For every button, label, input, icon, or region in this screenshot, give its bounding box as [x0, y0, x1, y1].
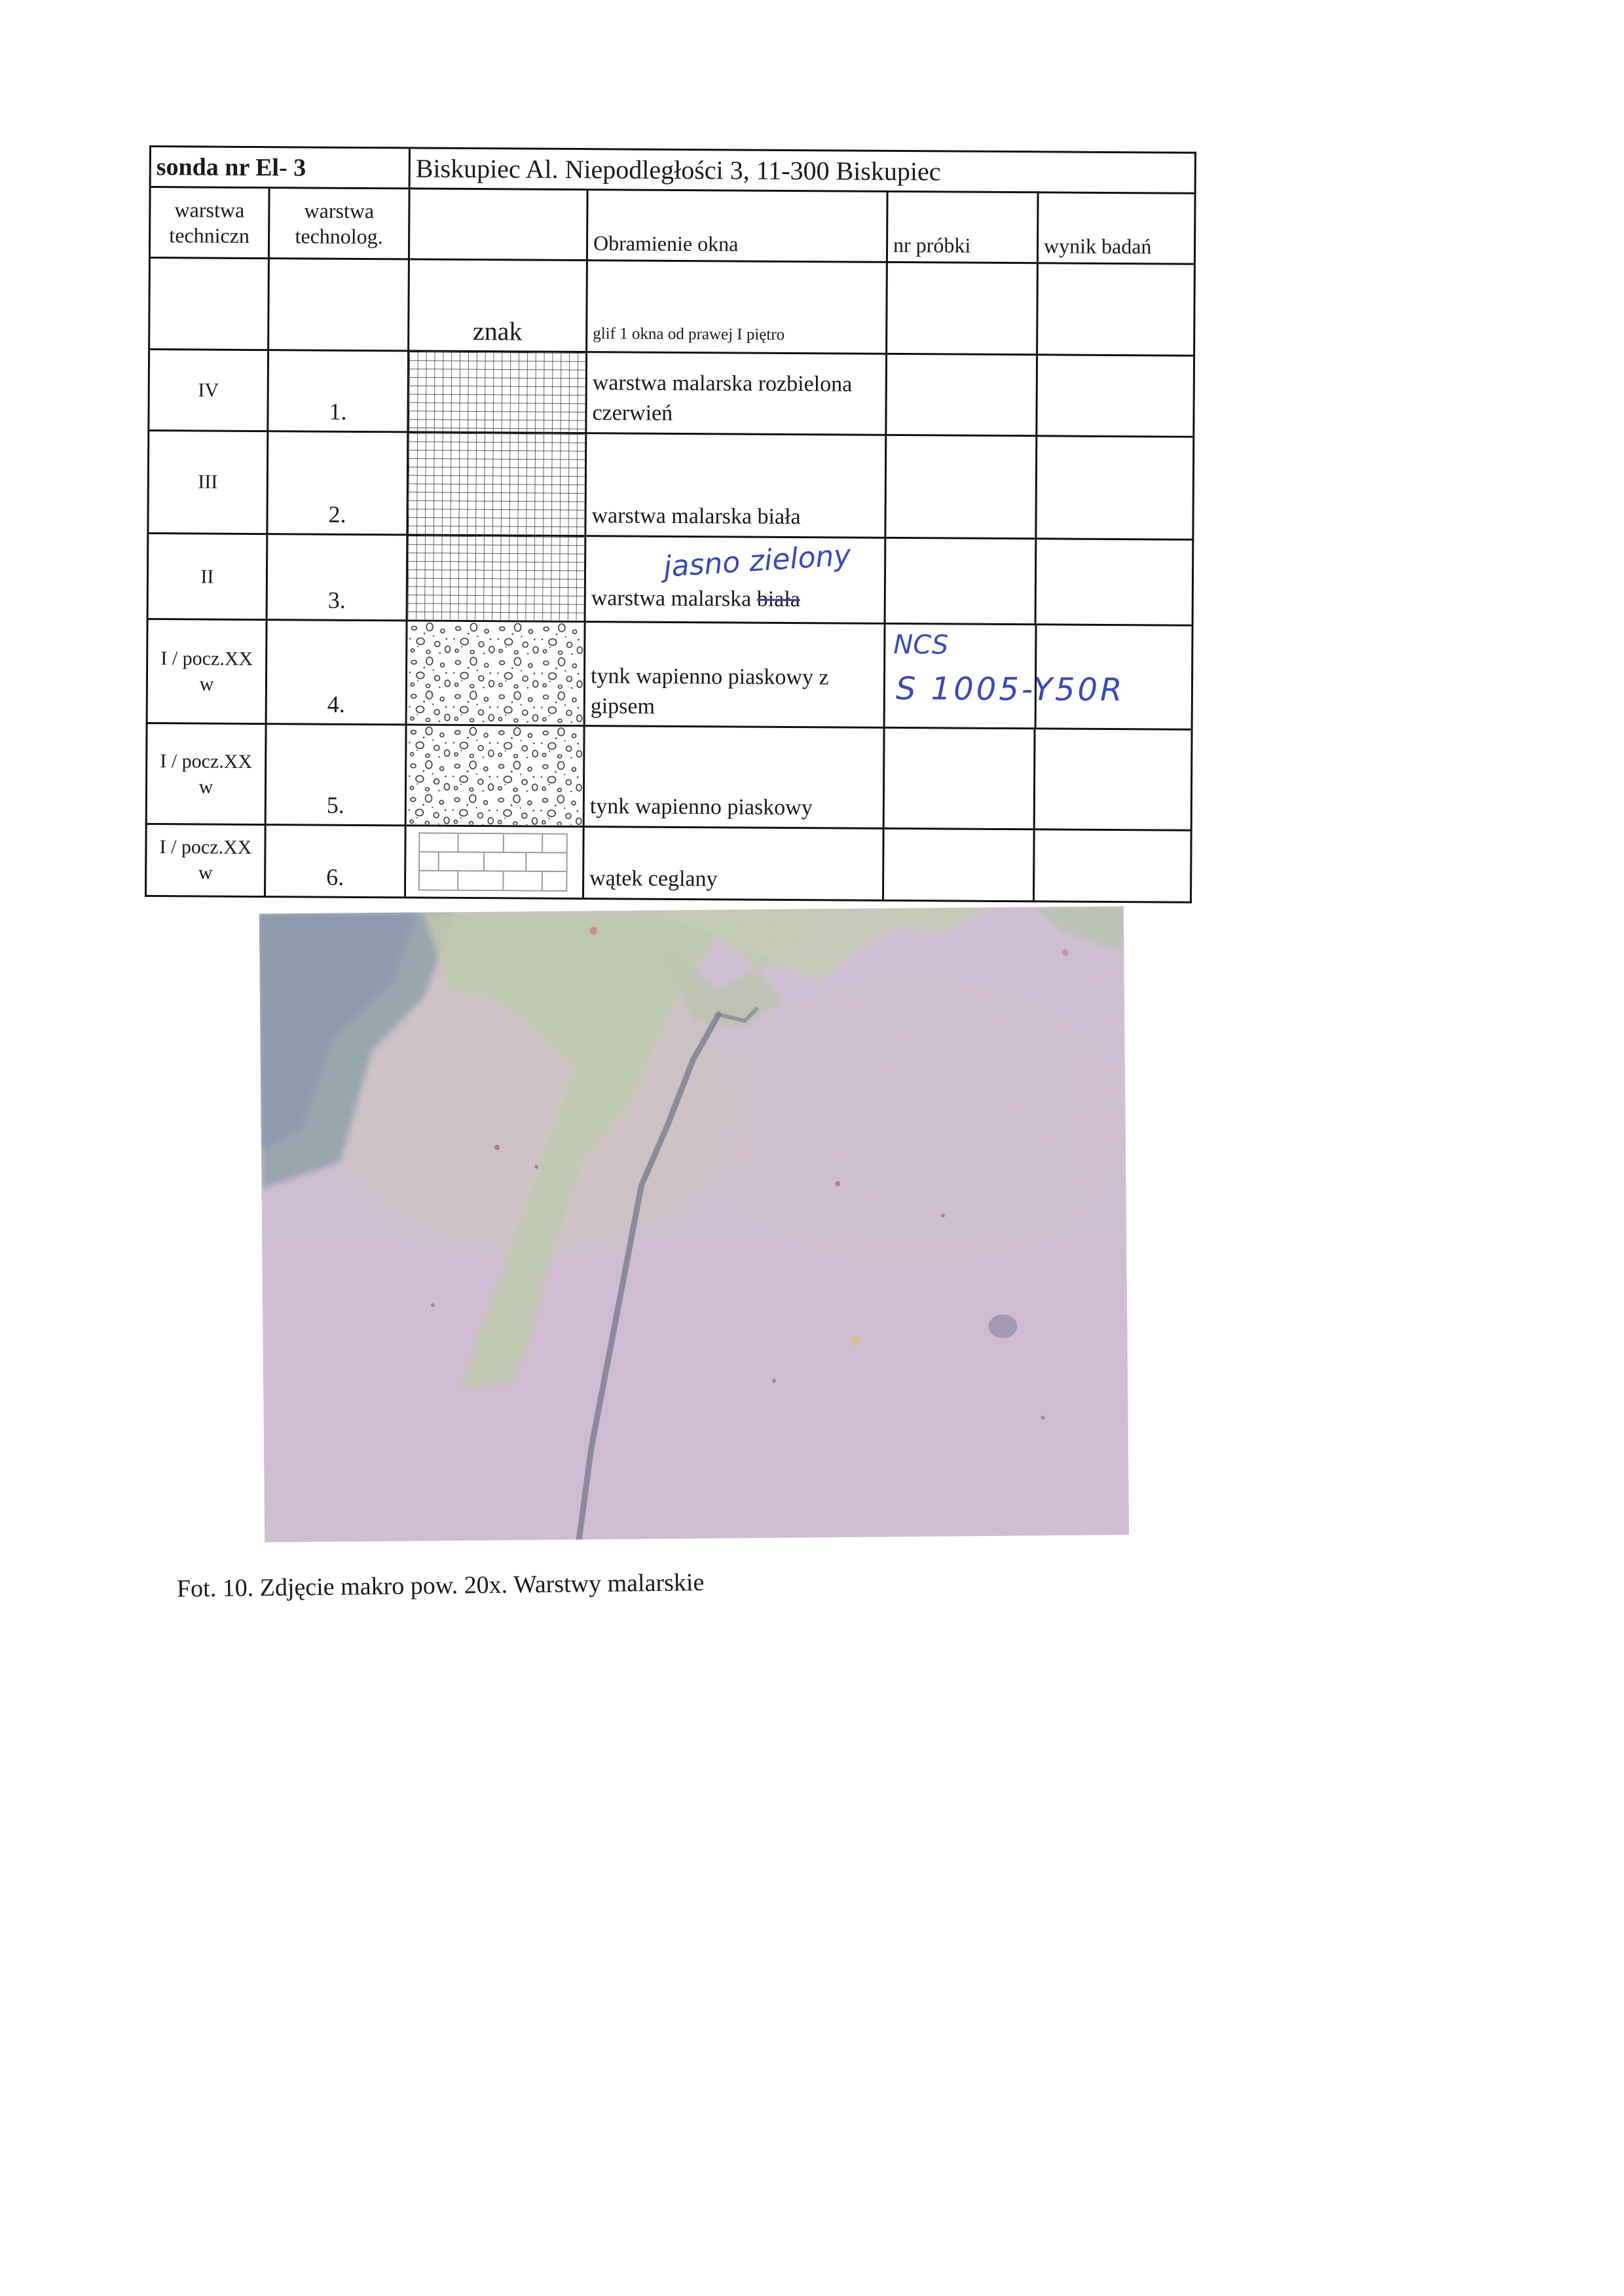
ncs-handwriting-wrapper — [885, 625, 1192, 729]
technical-layer-cell: I / pocz.XX w — [146, 723, 266, 824]
layer-description — [585, 536, 885, 623]
result-cell — [1033, 829, 1191, 902]
struck-word: biała — [756, 587, 800, 611]
technological-layer-cell: 2. — [267, 431, 408, 535]
technical-layer-cell: I / pocz.XX w — [145, 824, 265, 896]
brick-pattern-symbol — [405, 826, 583, 898]
location-row — [149, 258, 1195, 356]
technological-layer-cell: 4. — [266, 620, 407, 725]
sample-cell — [885, 435, 1037, 539]
table-row — [147, 619, 1192, 730]
stratigraphy-table — [145, 145, 1196, 903]
description-prefix: warstwa malarska — [591, 585, 757, 611]
location-blank-1 — [149, 258, 269, 350]
grid-pattern-symbol — [407, 432, 586, 536]
plaster-pattern-symbol — [405, 725, 584, 826]
table-row — [147, 533, 1193, 625]
result-cell — [1037, 355, 1194, 437]
sample-cell — [886, 354, 1037, 435]
layer-description: wątek ceglany — [583, 826, 883, 900]
sample-cell — [885, 538, 1036, 625]
layer-description: tynk wapienno piaskowy — [583, 726, 884, 828]
header-element: Obramienie okna — [587, 190, 887, 263]
layer-description: tynk wapienno piaskowy z gipsem — [584, 622, 885, 728]
description-text — [591, 583, 800, 615]
header-result: wynik badań — [1037, 192, 1195, 264]
probe-title: sonda nr El- 3 — [150, 147, 409, 189]
table-row — [148, 430, 1194, 539]
symbol-label: znak — [409, 259, 587, 352]
macro-photo — [259, 906, 1129, 1542]
macro-photo-image — [259, 906, 1129, 1542]
technological-layer-cell: 6. — [265, 824, 405, 897]
location-note: glif 1 okna od prawej I piętro — [587, 261, 887, 354]
grid-pattern-symbol — [408, 351, 587, 433]
header-row — [149, 187, 1195, 264]
technological-layer-cell: 1. — [268, 350, 409, 432]
stratigraphy-table-wrapper — [145, 145, 1194, 898]
grid-pattern-symbol — [407, 535, 585, 622]
result-cell — [1034, 729, 1192, 830]
table-row — [146, 723, 1192, 830]
technological-layer-cell: 5. — [265, 724, 406, 826]
location-blank-4 — [1037, 263, 1195, 355]
technical-layer-cell: I / pocz.XX w — [147, 619, 267, 724]
sample-result-cell — [884, 624, 1192, 730]
header-technical-layer: warstwa techniczn — [149, 187, 269, 259]
header-symbol-blank — [409, 189, 587, 261]
technological-layer-cell: 3. — [267, 534, 407, 621]
description-wrapper — [591, 537, 879, 619]
sample-cell — [883, 728, 1035, 829]
result-cell — [1036, 435, 1194, 539]
address: Biskupiec Al. Niepodległości 3, 11-300 Biskupiec — [409, 148, 1195, 193]
plaster-pattern-symbol — [406, 621, 585, 726]
column-divider — [1035, 626, 1037, 728]
handwritten-ncs-code: S 1005-Y50R — [895, 670, 1125, 709]
technical-layer-cell: II — [147, 533, 267, 620]
header-technological-layer: warstwa technolog. — [268, 188, 409, 259]
handwritten-correction: jasno zielony — [662, 538, 852, 584]
layer-description: warstwa malarska biała — [585, 433, 886, 538]
layer-description: warstwa malarska rozbielona czerwień — [586, 352, 887, 435]
location-blank-2 — [268, 259, 409, 351]
photo-caption: Fot. 10. Zdjęcie makro pow. 20x. Warstwy malarskie — [176, 1569, 705, 1603]
table-row — [149, 350, 1194, 437]
handwritten-ncs-label: NCS — [893, 630, 949, 661]
table-row — [145, 824, 1191, 902]
technical-layer-cell: IV — [149, 350, 268, 431]
header-sample-no: nr próbki — [887, 191, 1038, 263]
title-row — [150, 147, 1195, 194]
location-blank-3 — [887, 262, 1038, 354]
technical-layer-cell: III — [148, 430, 268, 534]
sample-cell — [883, 828, 1034, 901]
result-cell — [1035, 539, 1193, 626]
